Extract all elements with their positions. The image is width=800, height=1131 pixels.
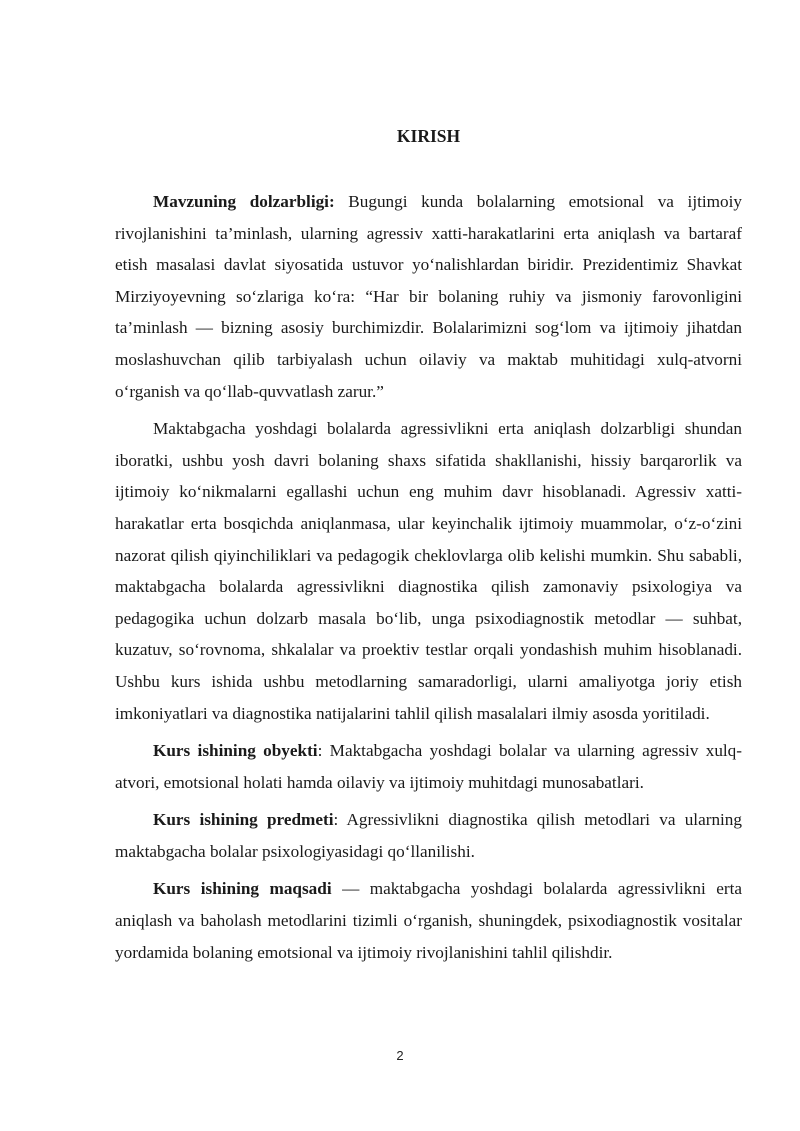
paragraph-text: : Maktabgacha yoshdagi bolalar va ularning agressiv xulq-atvori, emotsional holati hamda oilaviy va ijtimoiy muhitdagi munosabatlari. [115, 741, 743, 792]
paragraph-early-detection [115, 413, 742, 729]
section-heading: KIRISH [396, 126, 461, 146]
paragraph-lead: Kurs ishining predmeti [153, 810, 334, 830]
paragraph-text: Maktabgacha yoshdagi bolalarda agressivlikni erta aniqlash dolzarbligi shundan iboratki, ushbu yosh davri bolaning shaxs sifatida shakllanishi, hissiy barqarorlik va ijtimoiy ko‘nikmalarni egallashi uchun eng muhim davr hisoblanadi. Agressiv xatti-harakatlar erta bosqichda aniqlanmasa, ular keyinchalik ijtimoiy muammolar, o‘z-o‘zini nazorat qilish qiyinchiliklari va pedagogik cheklovlarga olib kelishi mumkin. Shu sababli, maktabgacha bolalarda agressivlikni diagnostika qilish zamonaviy psixologiya va pedagogika uchun dolzarb masala bo‘lib, unga psixodiagnostik metodlar — suhbat, kuzatuv, so‘rovnoma, shkalalar va proektiv testlar orqali yondashish muhim hisoblanadi. Ushbu kurs ishida ushbu metodlarning samaradorligi, ularni amaliyotga joriy etish imkoniyatlari va diagnostika natijalarini tahlil qilish masalalari ilmiy asosda yoritiladi. [115, 419, 742, 723]
paragraph-goal [115, 873, 742, 968]
page-number: 2 [396, 1048, 404, 1063]
paragraph-subject [115, 804, 742, 867]
paragraph-lead: Kurs ishining maqsadi [153, 879, 332, 899]
paragraph-object [115, 735, 742, 798]
body-text [115, 186, 742, 974]
paragraph-text: Bugungi kunda bolalarning emotsional va ijtimoiy rivojlanishini ta’minlash, ularning agressiv xatti-harakatlarini erta aniqlash va bartaraf etish masalasi davlat siyosatida ustuvor yo‘nalishlardan biridir. Prezidentimiz Shavkat Mirziyoyevning so‘zlariga ko‘ra: “Har bir bolaning ruhiy va jismoniy farovonligini ta’minlash — bizning asosiy burchimizdir. Bolalarimizni sog‘lom va ijtimoiy jihatdan moslashuvchan qilib tarbiyalash uchun oilaviy va maktab muhitidagi xulq-atvorni o‘rganish va qo‘llab-quvvatlash zarur.” [115, 192, 742, 401]
paragraph-lead: Mavzuning dolzarbligi: [153, 192, 335, 211]
paragraph-relevance [115, 186, 742, 407]
paragraph-text: : Agressivlikni diagnostika qilish metodlari va ularning maktabgacha bolalar psixologiyasidagi qo‘llanilishi. [115, 810, 742, 861]
paragraph-text: — maktabgacha yoshdagi bolalarda agressivlikni erta aniqlash va baholash metodlarini tizimli o‘rganish, shuningdek, psixodiagnostik vositalar yordamida bolaning emotsional va ijtimoiy rivojlanishini tahlil qilishdir. [115, 879, 742, 962]
paragraph-lead: Kurs ishining obyekti [153, 741, 318, 761]
